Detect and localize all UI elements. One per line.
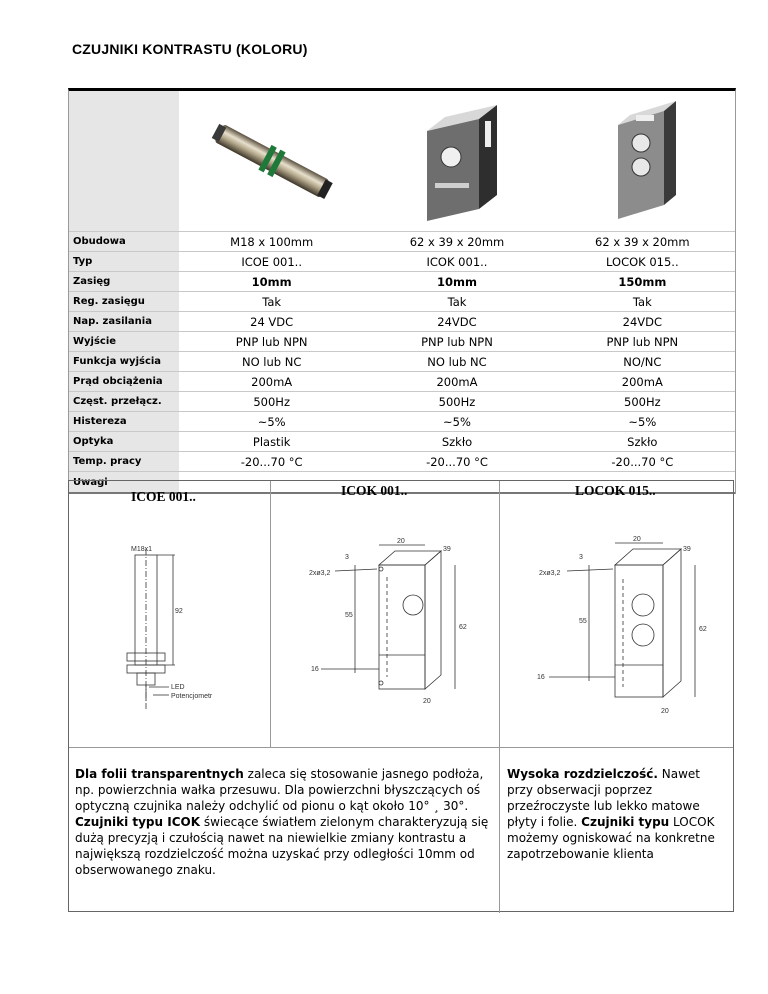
led-label: LED <box>171 684 185 691</box>
locok-sensor-image <box>572 97 712 225</box>
value-icoe: ICOE 001.. <box>241 254 302 269</box>
photo-row <box>69 91 735 231</box>
value-icoe: Plastik <box>252 434 291 449</box>
h2-label: 55 <box>345 612 353 619</box>
row-label: Histereza <box>69 412 179 431</box>
width-label: 20 <box>397 538 405 545</box>
locok-dimension-drawing <box>531 531 711 727</box>
header-locok: LOCOK 015.. <box>575 483 656 498</box>
spec-row-reg-zasiegu <box>69 291 735 311</box>
desc-text: zaleca się stosowanie jasnego podłoża, np. powierzchnia wałka przesuwu. Dla powierzchni błyszczących oś optyczną czujnika należy odchylić od pionu o kąt około 10° ¸ 30°. <box>75 767 484 813</box>
icoe-sensor-image <box>202 101 342 221</box>
desc-bold: Dla folii transparentnych <box>75 767 244 781</box>
drawings-table <box>68 480 734 912</box>
header-icok: ICOK 001.. <box>341 483 408 498</box>
value-locok: LOCOK 015.. <box>606 254 679 269</box>
value-icoe: NO lub NC <box>241 354 302 369</box>
icok-sensor-image <box>387 97 527 225</box>
desc-text: Nawet przy obserwacji poprzez przeźroczyste lub lekko matowe płyty i folie. <box>507 767 700 829</box>
icoe-dimension-drawing <box>113 541 233 721</box>
depth-label: 39 <box>683 546 691 553</box>
row-label: Temp. pracy <box>69 452 179 471</box>
value-locok: 200mA <box>621 374 663 389</box>
value-locok: Tak <box>632 294 652 309</box>
desc-bold: Czujniki typu <box>581 815 670 829</box>
h2-label: 55 <box>579 618 587 625</box>
spec-row-zasieg <box>69 271 735 291</box>
value-icoe: 200mA <box>251 374 293 389</box>
row-label: Obudowa <box>69 232 179 251</box>
desc-text: LOCOK możemy ogniskować na konkretne zapotrzebowanie klienta <box>507 815 715 861</box>
spec-table <box>68 88 736 494</box>
pot-label: Potencjometr <box>171 693 213 700</box>
h4-label: 16 <box>537 674 545 681</box>
row-label: Reg. zasięgu <box>69 292 179 311</box>
thread-label: M18x1 <box>131 546 153 553</box>
width-label: 20 <box>633 536 641 543</box>
value-locok: Szkło <box>627 434 658 449</box>
row-label: Częst. przełącz. <box>69 392 179 411</box>
spec-row-prad-obciazenia <box>69 371 735 391</box>
row-label: Wyjście <box>69 332 179 351</box>
row-label: Zasięg <box>69 272 179 291</box>
divider <box>499 481 500 913</box>
value-icok: 62 x 39 x 20mm <box>409 234 505 249</box>
value-locok: 500Hz <box>624 394 661 409</box>
value-icoe: 24 VDC <box>250 314 294 329</box>
desc-bold: Czujniki typu ICOK <box>75 815 201 829</box>
value-icoe: 500Hz <box>253 394 290 409</box>
value-locok: ~5% <box>628 414 657 429</box>
value-icok: 24VDC <box>437 314 477 329</box>
divider <box>270 481 271 747</box>
value-icoe: ~5% <box>257 414 286 429</box>
spec-row-typ <box>69 251 735 271</box>
value-icok: -20...70 °C <box>426 454 488 469</box>
desc-text: świecące światłem zielonym charakteryzują się dużą precyzją i czułością nawet na niewielkie zmiany kontrastu a największą rozdzielczość można uzyskać przy odległości 10mm od obserwowanego znaku. <box>75 815 489 877</box>
spec-rows <box>69 231 735 494</box>
h3-label: 62 <box>459 624 467 631</box>
photo-locok <box>550 91 735 231</box>
value-icoe: Tak <box>262 294 282 309</box>
value-icok: PNP lub NPN <box>421 334 493 349</box>
row-label: Nap. zasilania <box>69 312 179 331</box>
h1-label: 3 <box>579 554 583 561</box>
divider <box>69 747 733 748</box>
value-icok: ~5% <box>443 414 471 429</box>
value-icoe: -20...70 °C <box>240 454 303 469</box>
dim-label: 92 <box>175 608 183 615</box>
spec-row-wyjscie <box>69 331 735 351</box>
row-label: Uwagi <box>69 472 179 492</box>
value-icok: 200mA <box>436 374 478 389</box>
value-icok: ICOK 001.. <box>426 254 488 269</box>
photo-icoe <box>179 91 364 231</box>
hole-label: 2xø3,2 <box>539 570 561 577</box>
spec-row-optyka <box>69 431 735 451</box>
depth-label: 39 <box>443 546 451 553</box>
spec-row-histereza <box>69 411 735 431</box>
spec-row-temp-pracy <box>69 451 735 471</box>
row-label: Funkcja wyjścia <box>69 352 179 371</box>
value-locok: PNP lub NPN <box>606 334 679 349</box>
row-label: Prąd obciążenia <box>69 372 179 391</box>
description-right <box>507 766 729 862</box>
value-icoe: M18 x 100mm <box>230 234 314 249</box>
value-locok: NO/NC <box>623 354 662 369</box>
value-icok: Tak <box>447 294 467 309</box>
h5-label: 20 <box>423 698 431 705</box>
row-label: Typ <box>69 252 179 271</box>
spec-row-funkcja-wyjscia <box>69 351 735 371</box>
value-icok: Szkło <box>441 434 473 449</box>
value-icok: 10mm <box>437 274 477 289</box>
value-locok: 24VDC <box>622 314 663 329</box>
icok-dimension-drawing <box>305 537 475 727</box>
hole-label: 2xø3,2 <box>309 570 331 577</box>
value-locok: 150mm <box>618 274 667 289</box>
value-icoe: PNP lub NPN <box>235 334 308 349</box>
h3-label: 62 <box>699 626 707 633</box>
value-icok: NO lub NC <box>427 354 487 369</box>
spec-row-obudowa <box>69 231 735 251</box>
value-icoe: 10mm <box>251 274 292 289</box>
h4-label: 16 <box>311 666 319 673</box>
row-label: Optyka <box>69 432 179 451</box>
desc-bold: Wysoka rozdzielczość. <box>507 767 658 781</box>
description-left <box>75 766 495 878</box>
value-icok: 500Hz <box>438 394 476 409</box>
h5-label: 20 <box>661 708 669 715</box>
value-locok: 62 x 39 x 20mm <box>595 234 690 249</box>
value-locok: -20...70 °C <box>611 454 674 469</box>
spec-row-czest-przelacz <box>69 391 735 411</box>
photo-row-label-cell <box>69 91 179 231</box>
photo-icok <box>364 91 549 231</box>
header-icoe: ICOE 001.. <box>131 489 196 504</box>
page-title: CZUJNIKI KONTRASTU (KOLORU) <box>72 41 308 57</box>
h1-label: 3 <box>345 554 349 561</box>
spec-row-nap-zasilania <box>69 311 735 331</box>
